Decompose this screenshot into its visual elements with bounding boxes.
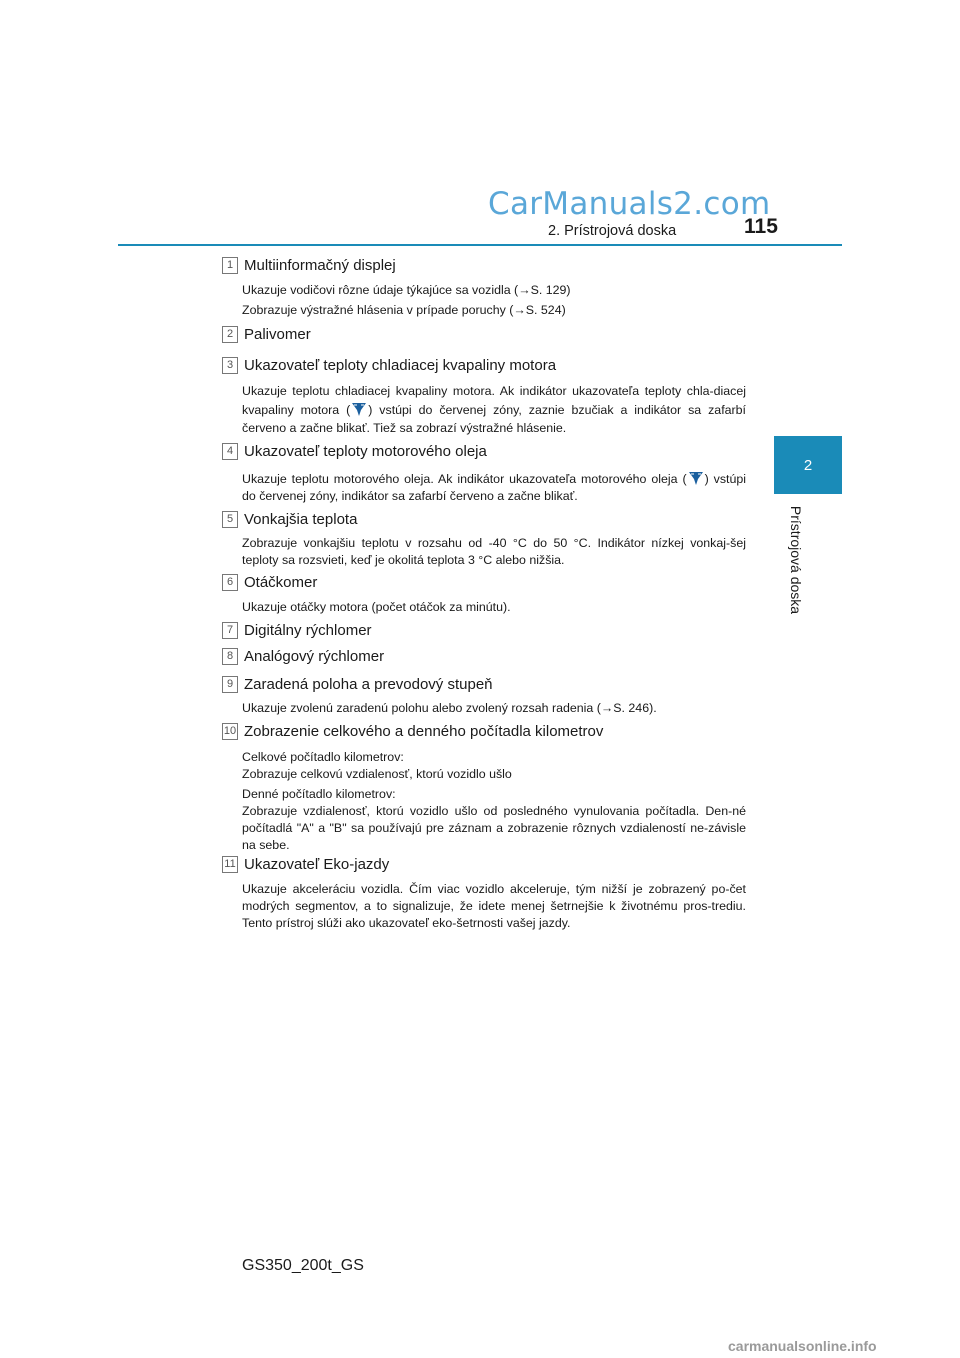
item-title: Zobrazenie celkového a denného počítadla kilometrov [244,722,604,740]
model-code: GS350_200t_GS [242,1257,364,1274]
item-4-description [242,470,746,505]
item-1-heading [222,254,396,276]
item-title: Ukazovateľ teploty chladiacej kvapaliny motora [244,356,557,374]
item-4-text-a: Ukazuje teplotu motorového oleja. Ak indikátor ukazovateľa motorového oleja ( [242,472,687,486]
item-title: Ukazovateľ teploty motorového oleja [244,442,487,460]
item-number-badge: 2 [222,326,238,343]
item-6-heading [222,571,317,593]
item-3-text-b: ) vstúpi do červenej zóny, zaznie bzučiak a indikátor sa zafarbí červeno a začne blikať. Tiež sa zobrazí výstražné hlásenie. [242,402,746,435]
item-number-badge: 7 [222,622,238,639]
item-number-badge: 4 [222,443,238,460]
item-title: Zaradená poloha a prevodový stupeň [244,675,493,693]
chapter-tab [774,436,842,494]
item-5-description [242,535,746,569]
item-2-heading [222,323,311,345]
item-title: Vonkajšia teplota [244,510,358,528]
item-9-text: Ukazuje zvolenú zaradenú polohu alebo zvolený rozsah radenia ( [242,701,601,715]
item-10-text-2: Zobrazuje celkovú vzdialenosť, ktorú vozidlo ušlo [242,767,512,781]
item-title: Otáčkomer [244,573,318,591]
item-4-heading [222,440,487,462]
item-7-heading [222,619,372,641]
item-1-description [242,282,746,319]
coolant-temperature-icon [351,401,367,417]
item-11-heading [222,853,389,875]
item-number-badge: 9 [222,676,238,693]
item-10-text-4: Zobrazuje vzdialenosť, ktorú vozidlo ušlo od posledného vynulovania počítadla. Den-né počítadlá "A" a "B" sa používajú pre záznam a zobrazenie rôznych vzdialeností ne-závisle na sebe. [242,804,746,852]
item-title: Palivomer [244,325,311,343]
item-10-heading [222,720,603,742]
item-6-description [242,599,746,616]
item-10-description [242,749,746,854]
item-title: Multiinformačný displej [244,256,396,274]
item-11-text: Ukazuje akceleráciu vozidla. Čím viac vozidlo akceleruje, tým nižší je zobrazený po-čet modrých segmentov, a to signalizuje, že idete menej šetrnejšie k životnému pros-trediu. Tento prístroj slúži ako ukazovateľ eko-šetrnosti vašej jazdy. [242,882,746,930]
item-8-heading [222,645,384,667]
item-number-badge: 11 [222,856,238,873]
item-1-line-2: Zobrazuje výstražné hlásenia v prípade poruchy ( [242,303,514,317]
item-10-text-1: Celkové počítadlo kilometrov: [242,750,404,764]
item-5-heading [222,508,357,530]
item-9-description [242,700,746,717]
chapter-tab-number: 2 [803,456,813,474]
item-3-description [242,382,746,438]
item-3-heading [222,354,556,376]
header-rule [118,244,842,246]
item-4-text-b: ) vstúpi do červenej zóny, indikátor sa zafarbí červeno a začne blikať. [242,472,747,503]
item-number-badge: 1 [222,257,238,274]
page-reference-link[interactable]: →S. 524) [513,303,566,317]
item-number-badge: 8 [222,648,238,665]
item-11-description [242,881,746,932]
page-number: 115 [744,215,778,238]
item-6-text: Ukazuje otáčky motora (počet otáčok za minútu). [242,600,511,614]
item-title: Digitálny rýchlomer [244,621,372,639]
bottom-watermark: carmanualsonline.info [728,1338,877,1354]
section-title: 2. Prístrojová doska [548,223,677,239]
item-5-text: Zobrazuje vonkajšiu teplotu v rozsahu od -40 °C do 50 °C. Indikátor nízkej vonkaj-šej teploty sa rozsvieti, keď je okolitá teplota 3 °C alebo nižšia. [242,536,746,567]
item-title: Analógový rýchlomer [244,647,385,665]
item-10-text-3: Denné počítadlo kilometrov: [242,787,396,801]
item-number-badge: 3 [222,357,238,374]
page-reference-link[interactable]: →S. 129) [518,283,571,297]
oil-temperature-icon [688,470,704,486]
page-reference-link[interactable]: →S. 246). [600,701,657,715]
item-number-badge: 10 [222,723,238,740]
item-9-heading [222,673,493,695]
chapter-side-label [784,500,808,620]
item-number-badge: 5 [222,511,238,528]
chapter-side-label-text: Prístrojová doska [788,505,804,615]
item-1-line-1: Ukazuje vodičovi rôzne údaje týkajúce sa vozidla ( [242,283,519,297]
item-3-text-a: Ukazuje teplotu chladiacej kvapaliny motora. Ak indikátor ukazovateľa teploty chla-diacej kvapaliny motora ( [242,384,746,417]
top-watermark: CarManuals2.com [488,186,771,222]
item-number-badge: 6 [222,574,238,591]
item-title: Ukazovateľ Eko-jazdy [244,855,390,873]
